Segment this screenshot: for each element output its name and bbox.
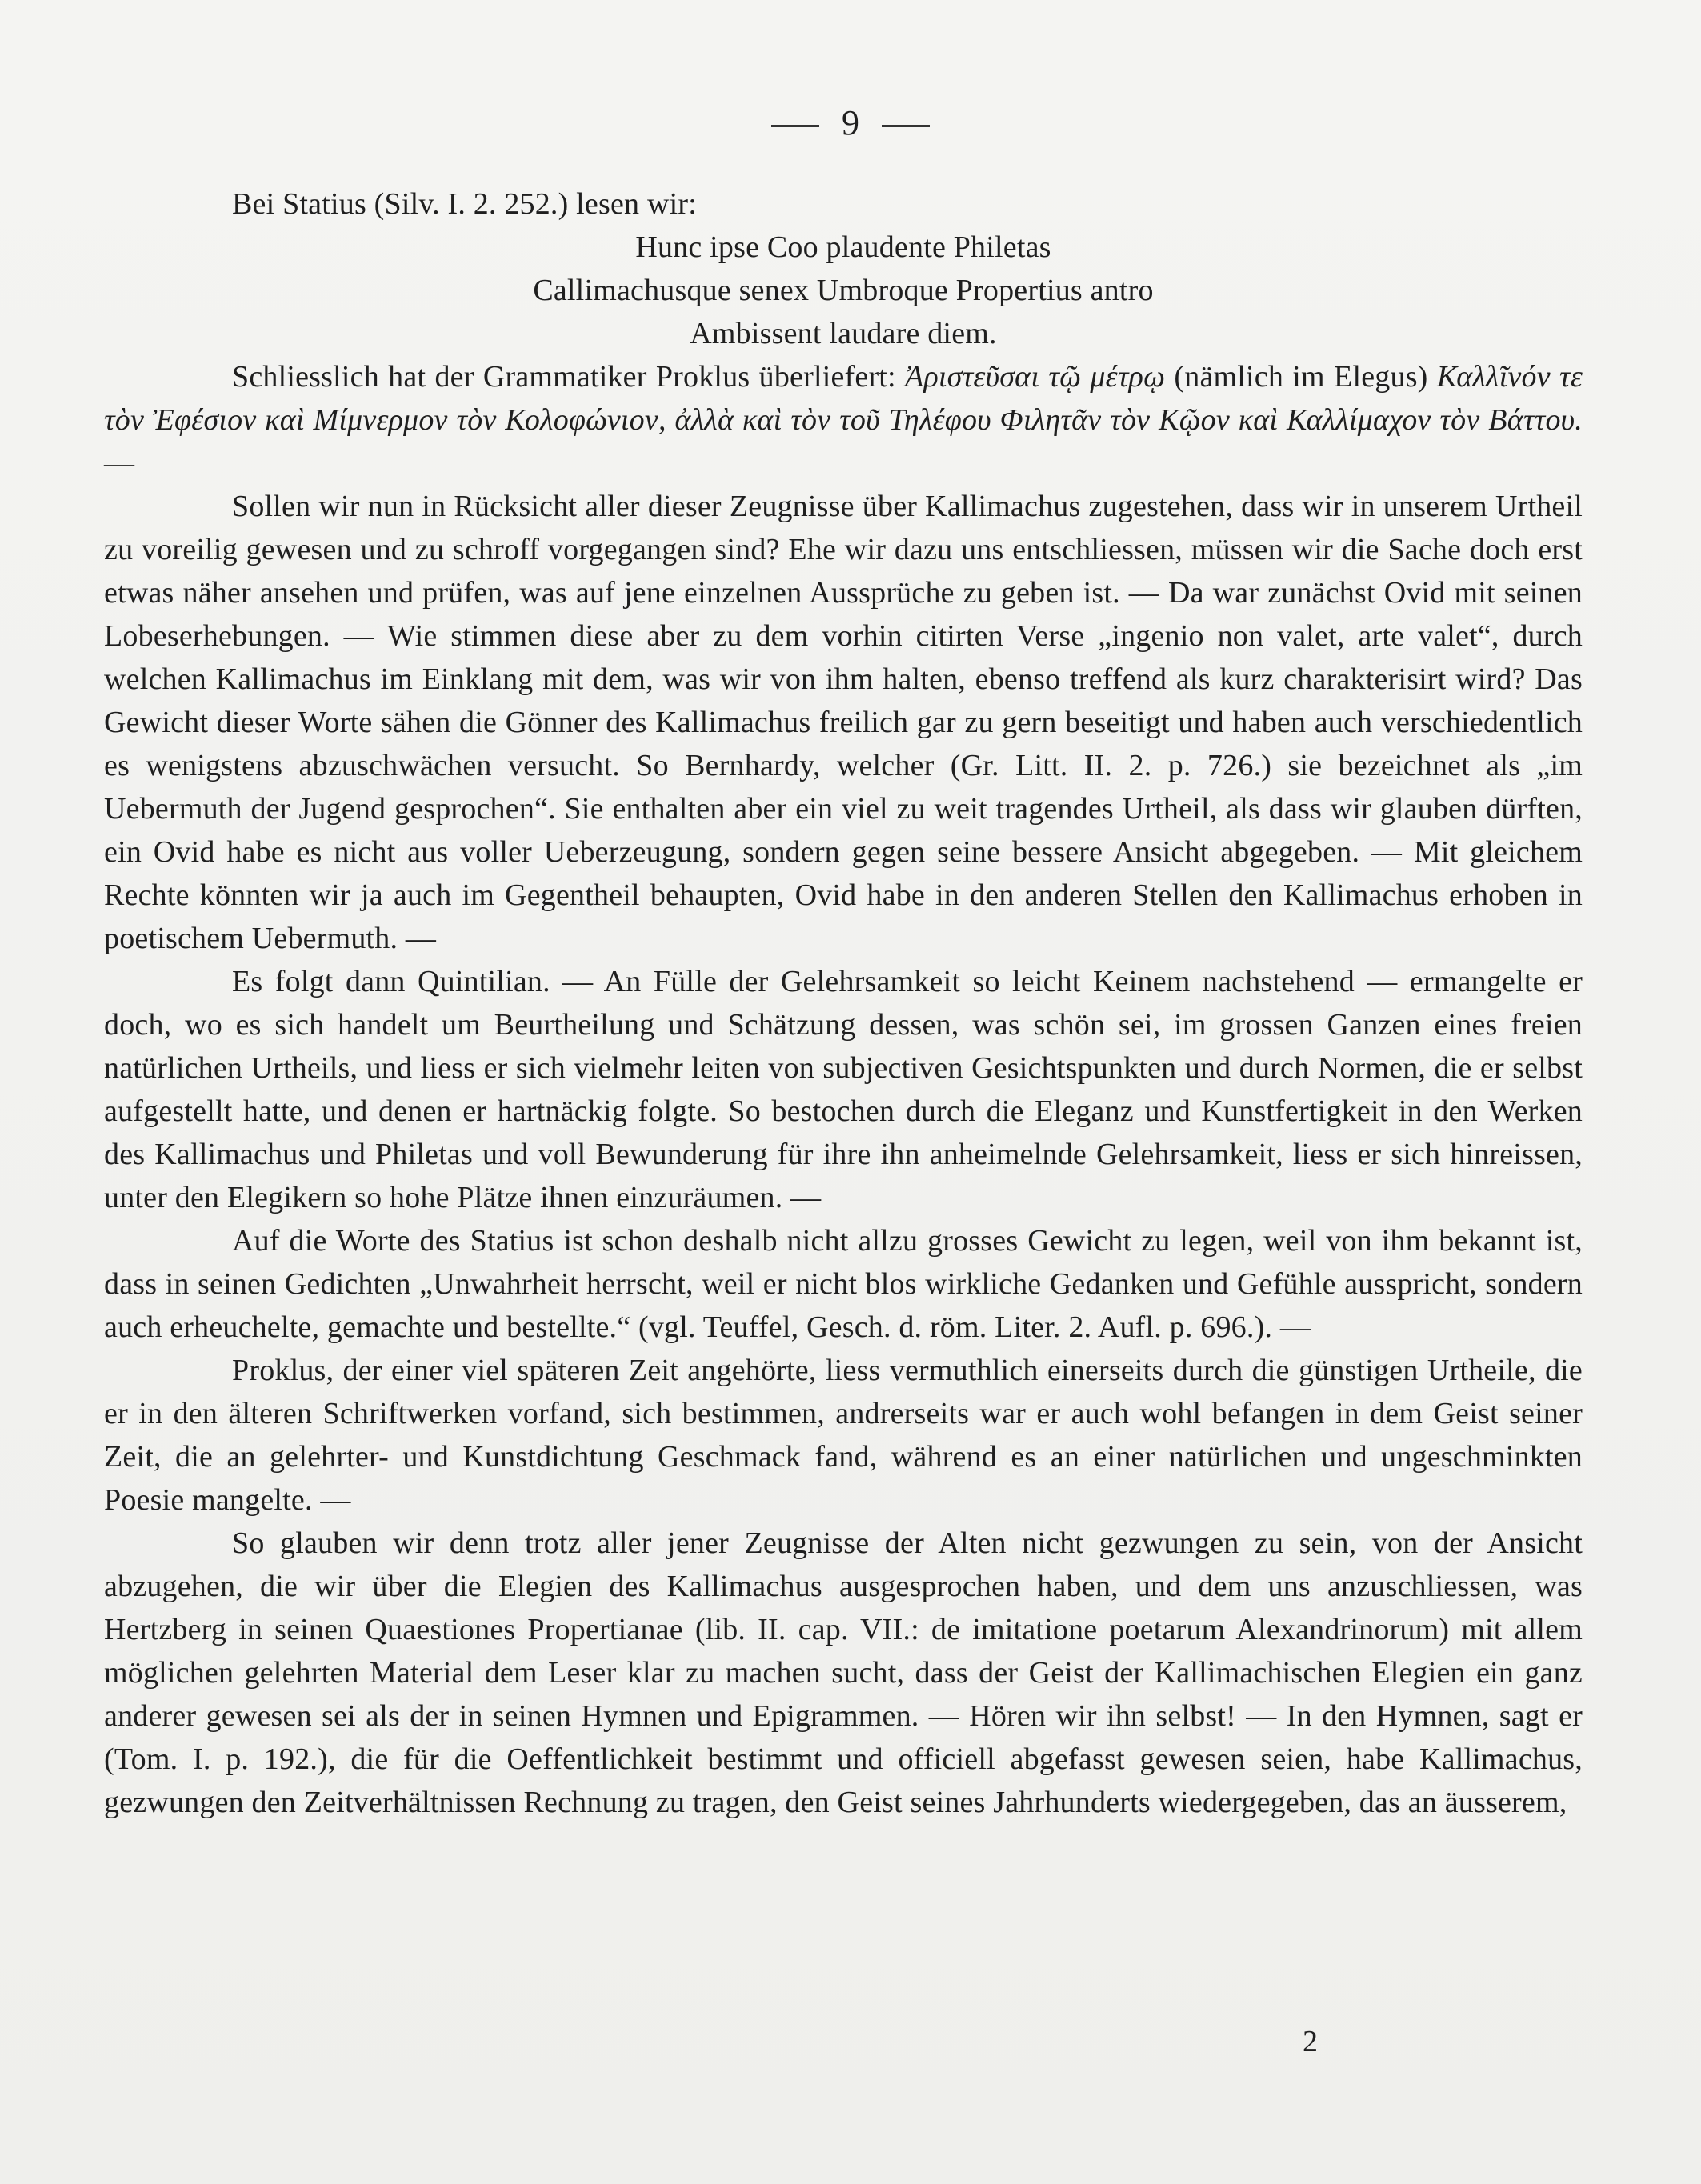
greek-quote-2: Καλλῖνόν τε τὸν Ἐφέσιον καὶ Μίμνερμον τὸν Κολοφώνιον, ἀλλὰ καὶ τὸν τοῦ Τηλέφου Φιλητᾶν τὸν Κῷον καὶ Καλλίμαχον τὸν Βάττου. (104, 360, 1583, 437)
page-header (0, 102, 1701, 143)
paragraph-2 (104, 355, 1583, 485)
signature-mark: 2 (1303, 2025, 1318, 2058)
verse-line-2: Callimachusque senex Umbroque Propertius antro (533, 274, 1154, 307)
body-text (104, 182, 1583, 1824)
page-number: 9 (842, 103, 859, 142)
greek-quote-1: Ἀριστεῦσαι τῷ μέτρῳ (905, 360, 1166, 394)
paragraph-7: So glauben wir denn trotz aller jener Zeugnisse der Alten nicht gezwungen zu sein, von der Ansicht abzugehen, die wir über die Elegien des Kallimachus ausgesprochen haben, und dem uns anzuschliessen, was Hertzberg in seinen Quaestiones Propertianae (lib. II. cap. VII.: de imitatione poetarum Alexandrinorum) mit allem möglichen gelehrten Material dem Leser klar zu machen sucht, dass der Geist der Kallimachischen Elegien ein ganz anderer gewesen sei als der in seinen Hymnen und Epigrammen. — Hören wir ihn selbst! — In den Hymnen, sagt er (Tom. I. p. 192.), die für die Oeffentlichkeit bestimmt und officiell abgefasst gewesen seien, habe Kallimachus, gezwungen den Zeitverhältnissen Rechnung zu tragen, den Geist seines Jahrhunderts wiedergegeben, das an äusserem, (104, 1526, 1583, 1819)
paragraph-2-text-c: — (104, 446, 135, 480)
paragraph-6: Proklus, der einer viel späteren Zeit angehörte, liess vermuthlich einerseits durch die günstigen Urtheile, die er in den älteren Schriftwerken vorfand, sich bestimmen, andrerseits war er auch wohl befangen in dem Geist seiner Zeit, die an gelehrter- und Kunstdichtung Geschmack fand, während es an einer natürlichen und ungeschminkten Poesie mangelte. — (104, 1354, 1583, 1517)
paragraph-1: Bei Statius (Silv. I. 2. 252.) lesen wir: (232, 187, 697, 221)
paragraph-5: Auf die Worte des Statius ist schon deshalb nicht allzu grosses Gewicht zu legen, weil von ihm bekannt ist, dass in seinen Gedichten „Unwahrheit herrscht, weil er nicht blos wirkliche Gedanken und Gefühle ausspricht, sondern auch erheuchelte, gemachte und bestellte.“ (vgl. Teuffel, Gesch. d. röm. Liter. 2. Aufl. p. 696.). — (104, 1224, 1583, 1344)
verse-line-3: Ambissent laudare diem. (690, 317, 997, 350)
right-ornament-rule (882, 125, 930, 127)
verse-quote (104, 226, 1583, 355)
paragraph-2-text-b: (nämlich im Elegus) (1165, 360, 1437, 394)
verse-line-1: Hunc ipse Coo plaudente Philetas (635, 230, 1051, 264)
paragraph-3: Sollen wir nun in Rücksicht aller dieser Zeugnisse über Kallimachus zugestehen, dass wir in unserem Urtheil zu voreilig gewesen und zu schroff vorgegangen sind? Ehe wir dazu uns entschliessen, müssen wir die Sache doch erst etwas näher ansehen und prüfen, was auf jene einzelnen Aussprüche zu geben ist. — Da war zunächst Ovid mit seinen Lobeserhebungen. — Wie stimmen diese aber zu dem vorhin citirten Verse „ingenio non valet, arte valet“, durch welchen Kallimachus im Einklang mit dem, was wir von ihm halten, ebenso treffend als kurz charakterisirt wird? Das Gewicht dieser Worte sähen die Gönner des Kallimachus freilich gar zu gern beseitigt und haben auch verschiedentlich es wenigstens abzuschwächen versucht. So Bernhardy, welcher (Gr. Litt. II. 2. p. 726.) sie bezeichnet als „im Uebermuth der Jugend gesprochen“. Sie enthalten aber ein viel zu weit tragendes Urtheil, als dass wir glauben dürften, ein Ovid habe es nicht aus voller Ueberzeugung, sondern gegen seine bessere Ansicht abgegeben. — Mit gleichem Rechte könnten wir ja auch im Gegentheil behaupten, Ovid habe in den anderen Stellen den Kallimachus erhoben in poetischem Uebermuth. — (104, 490, 1583, 955)
paragraph-4: Es folgt dann Quintilian. — An Fülle der Gelehrsamkeit so leicht Keinem nachstehend — ermangelte er doch, wo es sich handelt um Beurtheilung und Schätzung dessen, was schön sei, im grossen Ganzen eines freien natürlichen Urtheils, und liess er sich vielmehr leiten von subjectiven Gesichtspunkten und durch Normen, die er selbst aufgestellt hatte, und denen er hartnäckig folgte. So bestochen durch die Eleganz und Kunstfertigkeit in den Werken des Kallimachus und Philetas und voll Bewunderung für ihre ihn anheimelnde Gelehrsamkeit, liess er sich hinreissen, unter den Elegikern so hohe Plätze ihnen einzuräumen. — (104, 965, 1583, 1214)
left-ornament-rule (771, 125, 819, 127)
paragraph-2-text-a: Schliesslich hat der Grammatiker Proklus überliefert: (232, 360, 906, 394)
